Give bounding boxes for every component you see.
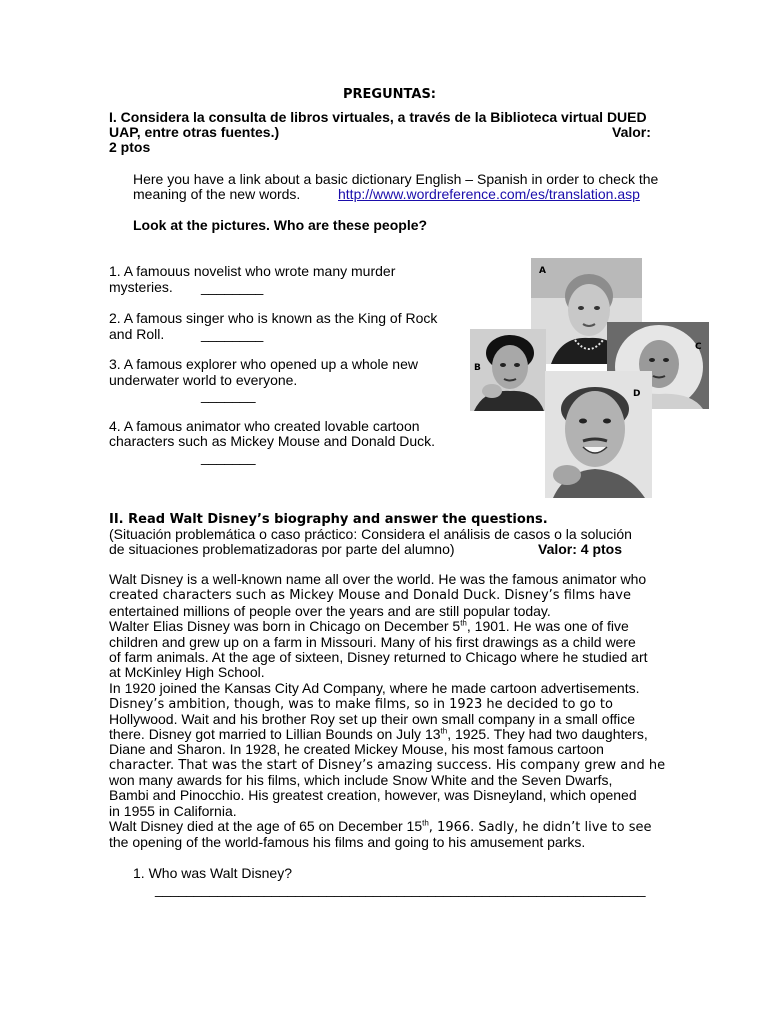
photo-b-singer [470, 329, 546, 411]
bio-line-7: at McKinley High School. [109, 664, 265, 680]
photo-label-c: C [695, 342, 702, 352]
question-3-line2: underwater world to everyone. [109, 372, 298, 388]
dictionary-intro-line2: meaning of the new words. [133, 186, 301, 202]
question-1-line2: mysteries. [109, 279, 173, 295]
bio-line-14: won many awards for his films, which include Snow White and the Seven Dwarfs, [109, 772, 613, 788]
bio-line-1: Walt Disney is a well-known name all over the world. He was the famous animator who [109, 571, 647, 587]
section1-points: 2 ptos [109, 139, 151, 155]
bio-line-18: the opening of the world-famous his films and going to his amusement parks. [109, 834, 586, 850]
bio-line-4: Walter Elias Disney was born in Chicago on December 5th, 1901. He was one of five [109, 618, 629, 634]
section1-heading-line1: I. Considera la consulta de libros virtuales, a través de la Biblioteca virtual DUED [109, 109, 647, 125]
photo-label-d: D [633, 389, 641, 399]
bio-line-11: there. Disney got married to Lillian Bounds on July 13th, 1925. They had two daughters, [109, 726, 648, 742]
section1-heading-line2: UAP, entre otras fuentes.) [109, 124, 280, 140]
bio-line-16: in 1955 in California. [109, 803, 237, 819]
bio-line-6: of farm animals. At the age of sixteen, Disney returned to Chicago where he studied art [109, 649, 648, 665]
bio-line-9: Disney’s ambition, though, was to make films, so in 1923 he decided to go to [109, 697, 613, 712]
bio-line-15: Bambi and Pinocchio. His greatest creation, however, was Disneyland, which opened [109, 787, 637, 803]
question-1-blank[interactable]: ________ [201, 279, 264, 295]
section2-valor: Valor: 4 ptos [538, 541, 623, 557]
section2-heading: II. Read Walt Disney’s biography and answer the questions. [109, 512, 548, 527]
question-1-line1: 1. A famouus novelist who wrote many murder [109, 263, 396, 279]
photo-d-animator [545, 371, 652, 498]
photo-label-b: B [474, 363, 481, 373]
question-4-blank[interactable]: _______ [201, 449, 256, 465]
photo-label-a: A [539, 266, 546, 276]
page-title: PREGUNTAS: [343, 87, 437, 102]
bio-line-8: In 1920 joined the Kansas City Ad Company, where he made cartoon advertisements. [109, 680, 640, 696]
comprehension-question-1: 1. Who was Walt Disney? [133, 865, 292, 881]
bio-line-5: children and grew up on a farm in Missouri. Many of his first drawings as a child were [109, 634, 636, 650]
question-3-blank[interactable]: _______ [201, 387, 256, 403]
section1-valor-label: Valor: [612, 124, 651, 140]
bio-line-13: character. That was the start of Disney’s amazing success. His company grew and he [109, 758, 666, 773]
look-at-pictures-instruction: Look at the pictures. Who are these people? [133, 217, 428, 233]
dictionary-intro-line1: Here you have a link about a basic dictionary English – Spanish in order to check the [133, 171, 659, 187]
bio-line-3: entertained millions of people over the years and are still popular today. [109, 603, 551, 619]
bio-line-10: Hollywood. Wait and his brother Roy set up their own small company in a small office [109, 711, 636, 727]
comprehension-answer-line-1[interactable]: _______________________________________________________________ [155, 881, 646, 897]
question-4-line1: 4. A famous animator who created lovable cartoon [109, 418, 420, 434]
question-4-line2: characters such as Mickey Mouse and Donald Duck. [109, 433, 436, 449]
bio-line-12: Diane and Sharon. In 1928, he created Mickey Mouse, his most famous cartoon [109, 741, 604, 757]
question-2-line1: 2. A famous singer who is known as the King of Rock [109, 310, 438, 326]
question-2-blank[interactable]: ________ [201, 326, 264, 342]
question-3-line1: 3. A famous explorer who opened up a whole new [109, 356, 418, 372]
section2-subtitle-line2: de situaciones problematizadoras por parte del alumno) [109, 541, 455, 557]
dictionary-link[interactable]: http://www.wordreference.com/es/translation.asp [338, 186, 640, 202]
question-2-line2: and Roll. [109, 326, 165, 342]
section2-subtitle-line1: (Situación problemática o caso práctico: Considera el análisis de casos o la solución [109, 526, 632, 542]
bio-line-2: created characters such as Mickey Mouse and Donald Duck. Disney’s films have [109, 588, 631, 603]
bio-line-17: Walt Disney died at the age of 65 on December 15th, 1966. Sadly, he didn’t live to see [109, 818, 652, 835]
